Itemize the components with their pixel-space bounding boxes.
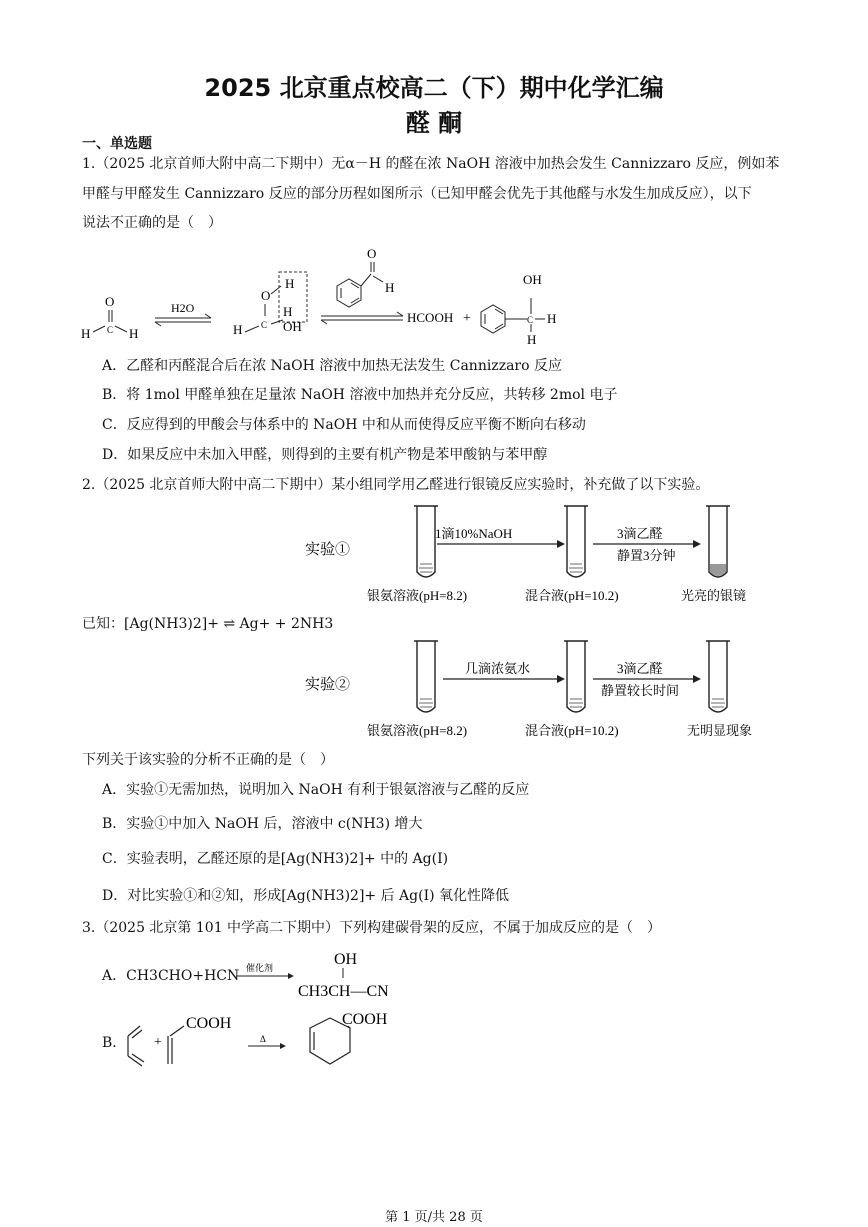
known-label: 已知：: [82, 616, 124, 632]
q3-line1: 3.（2025 北京第 101 中学高二下期中）下列构建碳骨架的反应，不属于加成反应的是（ ）: [82, 920, 662, 936]
q2-question: 下列关于该实验的分析不正确的是（ ）: [82, 752, 334, 768]
q3-option-b-scheme: [120, 1006, 420, 1076]
svg-text:1滴10%NaOH: 1滴10%NaOH: [435, 526, 513, 541]
page-title: 2025 北京重点校高二（下）期中化学汇编: [204, 74, 664, 102]
q2-option-d: D．对比实验①和②知，形成[Ag(NH3)2]+ 后 Ag(I) 氧化性降低: [102, 888, 510, 904]
svg-text:H: H: [283, 304, 293, 319]
q1-line2: 甲醛与甲醛发生 Cannizzaro 反应的部分历程如图所示（已知甲醛会优先于其他醛与水发生加成反应），以下: [82, 186, 752, 202]
svg-text:COOH: COOH: [342, 1011, 388, 1028]
q3-option-a-reactants: A．CH3CHO+HCN: [102, 968, 240, 984]
svg-text:H: H: [81, 326, 91, 341]
q3-option-b-prefix: B．: [102, 1035, 127, 1051]
test-tube-4: [414, 641, 438, 712]
benzyl-alcohol-structure: [481, 272, 556, 345]
methanediol-structure: [233, 272, 307, 337]
benzaldehyde-structure: [337, 246, 394, 307]
svg-text:H: H: [285, 276, 295, 291]
test-tube-6: [706, 641, 730, 712]
q3-option-a-scheme: [230, 944, 430, 1004]
svg-text:H: H: [547, 311, 557, 326]
hcooh-label: HCOOH: [407, 310, 454, 325]
test-tube-5: [564, 641, 588, 712]
svg-text:Δ: Δ: [260, 1034, 266, 1044]
formaldehyde-structure: [81, 294, 138, 341]
q2-option-b: B．实验①中加入 NaOH 后，溶液中 c(NH3) 增大: [102, 816, 423, 832]
svg-text:C: C: [527, 315, 534, 325]
svg-text:O: O: [367, 246, 377, 261]
svg-text:实验②: 实验②: [305, 677, 351, 693]
svg-text:H: H: [527, 332, 537, 345]
experiment-2-diagram: [295, 635, 775, 743]
test-tube-3-silver-mirror: [706, 506, 730, 577]
equilibrium-arrow-h2o: [155, 301, 211, 326]
svg-text:O: O: [105, 294, 115, 309]
svg-text:银氨溶液(pH=8.2): 银氨溶液(pH=8.2): [367, 723, 468, 738]
svg-text:无明显现象: 无明显现象: [687, 723, 753, 738]
q1-option-d: D．如果反应中未加入甲醛，则得到的主要有机产物是苯甲酸钠与苯甲醇: [102, 447, 548, 463]
svg-text:混合液(pH=10.2): 混合液(pH=10.2): [525, 723, 619, 738]
q1-reaction-scheme: [75, 240, 595, 345]
experiment-1-diagram: [295, 500, 775, 608]
q1-option-b: B．将 1mol 甲醛单独在足量浓 NaOH 溶液中加热并充分反应，共转移 2mol 电子: [102, 387, 618, 403]
q1-option-a: A．乙醛和丙醛混合后在浓 NaOH 溶液中加热无法发生 Cannizzaro 反应: [102, 358, 562, 374]
svg-text:OH: OH: [523, 272, 542, 287]
q1-option-c: C．反应得到的甲酸会与体系中的 NaOH 中和从而使得反应平衡不断向右移动: [102, 417, 586, 433]
svg-text:H: H: [233, 322, 243, 337]
svg-text:3滴乙醛: 3滴乙醛: [617, 526, 663, 541]
q1-line1: 1.（2025 北京首师大附中高二下期中）无α－H 的醛在浓 NaOH 溶液中加热会发生 Cannizzaro 反应，例如苯: [82, 156, 780, 172]
svg-text:催化剂: 催化剂: [246, 963, 274, 973]
svg-text:C: C: [261, 320, 268, 330]
svg-text:静置较长时间: 静置较长时间: [601, 683, 680, 698]
svg-text:3滴乙醛: 3滴乙醛: [617, 661, 663, 676]
page-footer: 第 1 页/共 28 页: [385, 1210, 483, 1225]
section-heading: 一、单选题: [82, 136, 152, 152]
test-tube-1: [414, 506, 438, 577]
svg-text:OH: OH: [283, 319, 302, 334]
svg-text:银氨溶液(pH=8.2): 银氨溶液(pH=8.2): [367, 588, 468, 603]
svg-text:H: H: [385, 280, 395, 295]
svg-text:H2O: H2O: [171, 301, 195, 315]
svg-text:COOH: COOH: [186, 1015, 232, 1032]
q2-option-a: A．实验①无需加热，说明加入 NaOH 有利于银氨溶液与乙醛的反应: [102, 782, 530, 798]
test-tube-2: [564, 506, 588, 577]
svg-text:混合液(pH=10.2): 混合液(pH=10.2): [525, 588, 619, 603]
svg-text:几滴浓氨水: 几滴浓氨水: [465, 661, 531, 676]
equilibrium-arrow-long: [321, 312, 403, 324]
svg-text:静置3分钟: 静置3分钟: [617, 548, 676, 563]
svg-text:+: +: [463, 311, 471, 326]
svg-text:O: O: [261, 288, 271, 303]
svg-text:+: +: [154, 1035, 162, 1050]
acrylic-acid-structure: [168, 1015, 232, 1064]
svg-text:实验①: 实验①: [305, 542, 351, 558]
cyclohexene-carboxylic-acid-structure: [310, 1011, 388, 1064]
q2-option-c: C．实验表明，乙醛还原的是[Ag(NH3)2]+ 中的 Ag(I): [102, 851, 449, 867]
q2-line1: 2.（2025 北京首师大附中高二下期中）某小组同学用乙醛进行银镜反应实验时，补充做了以下实验。: [82, 477, 710, 493]
svg-text:光亮的银镜: 光亮的银镜: [681, 588, 747, 603]
svg-text:H: H: [129, 326, 139, 341]
svg-text:C: C: [107, 325, 114, 335]
svg-text:CH3CH—CN: CH3CH—CN: [298, 983, 389, 1000]
known-equation: [Ag(NH3)2]+ ⇌ Ag+ + 2NH3: [124, 616, 334, 632]
svg-text:OH: OH: [334, 951, 358, 968]
page-subtitle: 醛 酮: [405, 109, 463, 137]
q1-line3: 说法不正确的是（ ）: [82, 215, 222, 231]
butadiene-structure: [128, 1026, 144, 1066]
